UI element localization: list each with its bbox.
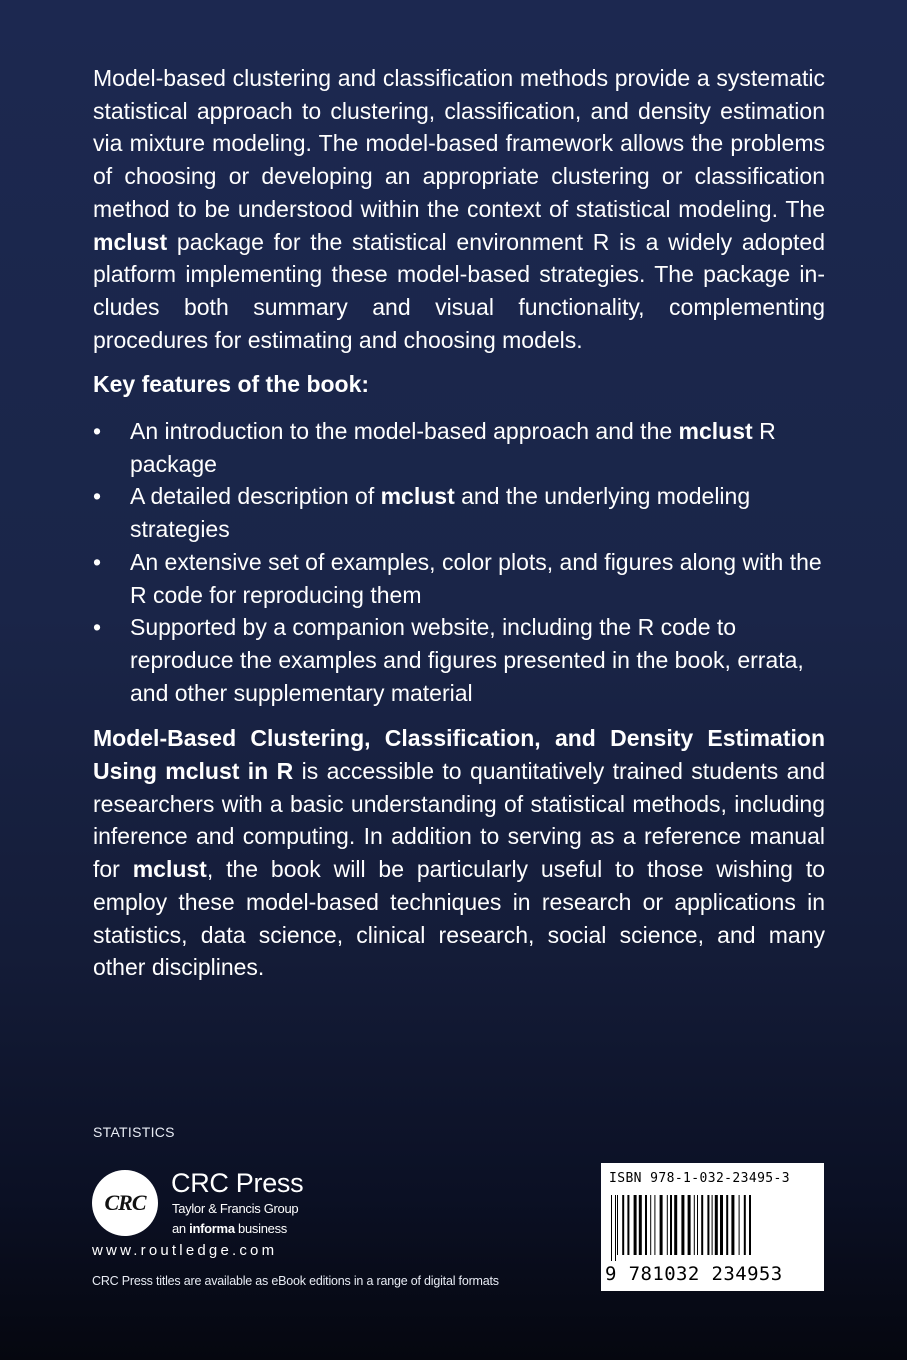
barcode-bar bbox=[712, 1195, 713, 1255]
barcode-bar bbox=[627, 1195, 629, 1255]
barcode-bar bbox=[744, 1195, 746, 1255]
barcode-bar bbox=[694, 1195, 695, 1255]
ean-digits: 9 781032 234953 bbox=[605, 1263, 783, 1285]
barcode-bar bbox=[715, 1195, 718, 1255]
barcode-bar bbox=[688, 1195, 691, 1255]
publisher-tagline: an informa business bbox=[172, 1221, 287, 1236]
book-title-bold: Model-Based Clustering, Classification, and Density Estimation Using mclust in R bbox=[93, 725, 825, 785]
barcode-bars bbox=[609, 1195, 816, 1261]
bullet-icon: • bbox=[93, 418, 102, 445]
barcode-bar bbox=[697, 1195, 698, 1255]
mclust-bold: mclust bbox=[93, 228, 168, 255]
bullet-icon: • bbox=[93, 614, 102, 641]
barcode-bar bbox=[720, 1195, 723, 1255]
barcode-bar bbox=[617, 1195, 618, 1255]
summary-paragraph: Model-Based Clustering, Classification, and Density Estimation Using mclust in R is accessible to quantitatively trained students and researchers with a basic understanding of statistical methods, including inference and computing. In addition to serving as a reference manual for mclust, the book will be particularly useful to those wishing to employ these model-based techniques in research or applications in statistics, data science, clinical research, social science, and many other disciplines. bbox=[93, 725, 826, 981]
features-heading: Key features of the book: bbox=[93, 371, 370, 398]
barcode-bar bbox=[749, 1195, 751, 1255]
barcode-bar bbox=[707, 1195, 709, 1255]
feature-item: • An introduction to the model-based approach and the mclust R package bbox=[93, 415, 825, 480]
crc-logo-icon: CRC bbox=[92, 1170, 158, 1236]
barcode-bar bbox=[701, 1195, 703, 1255]
publisher-name: CRC Press bbox=[171, 1168, 304, 1198]
publisher-website: www.routledge.com bbox=[92, 1242, 278, 1259]
barcode-bar bbox=[634, 1195, 637, 1255]
feature-item: • An extensive set of examples, color plots, and figures along with the R code for reproducing them bbox=[93, 546, 825, 611]
isbn-barcode bbox=[601, 1163, 824, 1291]
isbn-label: ISBN 978-1-032-23495-3 bbox=[609, 1171, 790, 1186]
barcode-bar bbox=[739, 1195, 740, 1255]
barcode-bar bbox=[654, 1195, 655, 1255]
feature-item: • Supported by a companion website, including the R code to reproduce the examples and figures presented in the book, errata, and other supplementary material bbox=[93, 611, 825, 709]
barcode-guard-bar bbox=[615, 1195, 616, 1261]
features-list bbox=[93, 415, 825, 709]
barcode-bar bbox=[674, 1195, 677, 1255]
intro-paragraph: Model-based clustering and classification methods provide a systematic statistical approach to clustering, classification, and density estimation via mixture modeling. The model-based framework allows the problems of choosing or developing an appropriate clustering or classification method to be understood within the context of statistical modeling. The mclust package for the statistical environment R is a widely adopted platform implementing these model-based strategies. The package includes both summary and visual functionality, complementing procedures for estimating and choosing models. bbox=[93, 65, 825, 353]
barcode-bar bbox=[731, 1195, 734, 1255]
ebook-note: CRC Press titles are available as eBook editions in a range of digital formats bbox=[92, 1274, 499, 1288]
barcode-bar bbox=[645, 1195, 647, 1255]
barcode-guard-bar bbox=[611, 1195, 612, 1261]
barcode-bar bbox=[681, 1195, 684, 1255]
subject-category: STATISTICS bbox=[93, 1124, 175, 1140]
barcode-bar bbox=[622, 1195, 624, 1255]
feature-item: • A detailed description of mclust and the underlying modeling strategies bbox=[93, 480, 825, 545]
barcode-bar bbox=[650, 1195, 651, 1255]
back-cover-text bbox=[93, 62, 825, 984]
barcode-bar bbox=[639, 1195, 642, 1255]
barcode-bar bbox=[667, 1195, 668, 1255]
barcode-bar bbox=[660, 1195, 663, 1255]
barcode-bar bbox=[726, 1195, 728, 1255]
bullet-icon: • bbox=[93, 483, 102, 510]
bullet-icon: • bbox=[93, 548, 102, 575]
barcode-bar bbox=[670, 1195, 672, 1255]
publisher-group: Taylor & Francis Group bbox=[172, 1201, 299, 1216]
